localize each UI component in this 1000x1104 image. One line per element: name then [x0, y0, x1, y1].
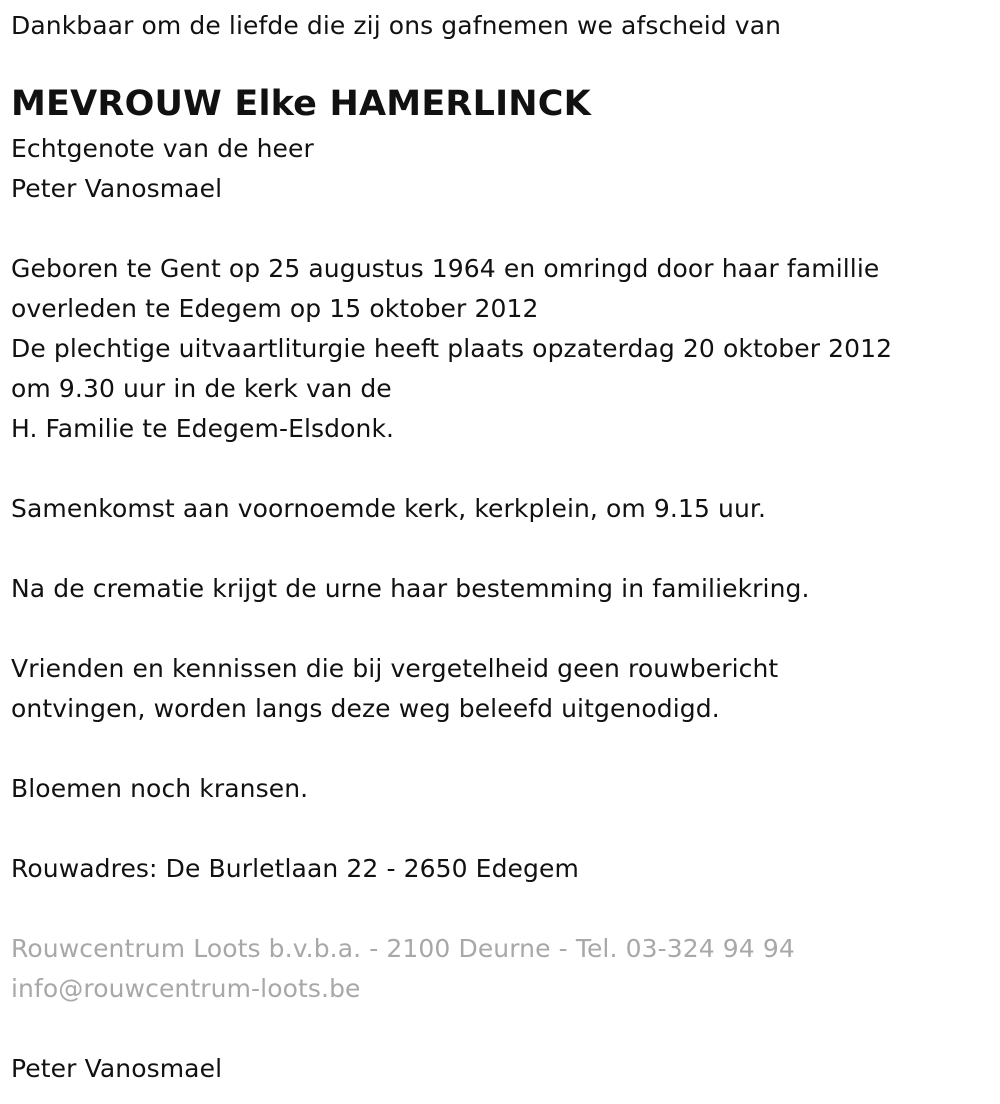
ceremony-line-2: om 9.30 uur in de kerk van de: [11, 374, 392, 403]
spacer: [11, 729, 991, 769]
spacer: [11, 449, 991, 489]
friends-line-2: ontvingen, worden langs deze weg beleefd uitgenodigd.: [11, 694, 720, 723]
intro-text: Dankbaar om de liefde die zij ons gafnemen we afscheid van: [11, 11, 782, 40]
deceased-name: MEVROUW Elke HAMERLINCK: [11, 84, 591, 124]
signature-name: Peter Vanosmael: [11, 1054, 223, 1083]
birth-line: Geboren te Gent op 25 augustus 1964 en omringd door haar famillie: [11, 254, 880, 283]
spouse-line-1: Echtgenote van de heer: [11, 134, 314, 163]
address-line: Rouwadres: De Burletlaan 22 - 2650 Edegem: [11, 854, 579, 883]
death-line: overleden te Edegem op 15 oktober 2012: [11, 294, 539, 323]
cremation-line: Na de crematie krijgt de urne haar bestemming in familiekring.: [11, 574, 810, 603]
funeral-home-email: info@rouwcentrum-loots.be: [11, 974, 361, 1003]
spacer: [11, 1009, 991, 1049]
ceremony-line-1: De plechtige uitvaartliturgie heeft plaats opzaterdag 20 oktober 2012: [11, 334, 893, 363]
gathering-line: Samenkomst aan voornoemde kerk, kerkplein, om 9.15 uur.: [11, 494, 767, 523]
spacer: [11, 529, 991, 569]
friends-line-1: Vrienden en kennissen die bij vergetelheid geen rouwbericht: [11, 654, 779, 683]
spacer: [11, 889, 991, 929]
spacer: [11, 609, 991, 649]
spacer: [11, 209, 991, 249]
flowers-line: Bloemen noch kransen.: [11, 774, 309, 803]
funeral-home-line: Rouwcentrum Loots b.v.b.a. - 2100 Deurne - Tel. 03-324 94 94: [11, 934, 795, 963]
obituary-notice: [11, 6, 991, 1089]
spouse-line-2: Peter Vanosmael: [11, 174, 223, 203]
ceremony-line-3: H. Familie te Edegem-Elsdonk.: [11, 414, 395, 443]
spacer: [11, 809, 991, 849]
